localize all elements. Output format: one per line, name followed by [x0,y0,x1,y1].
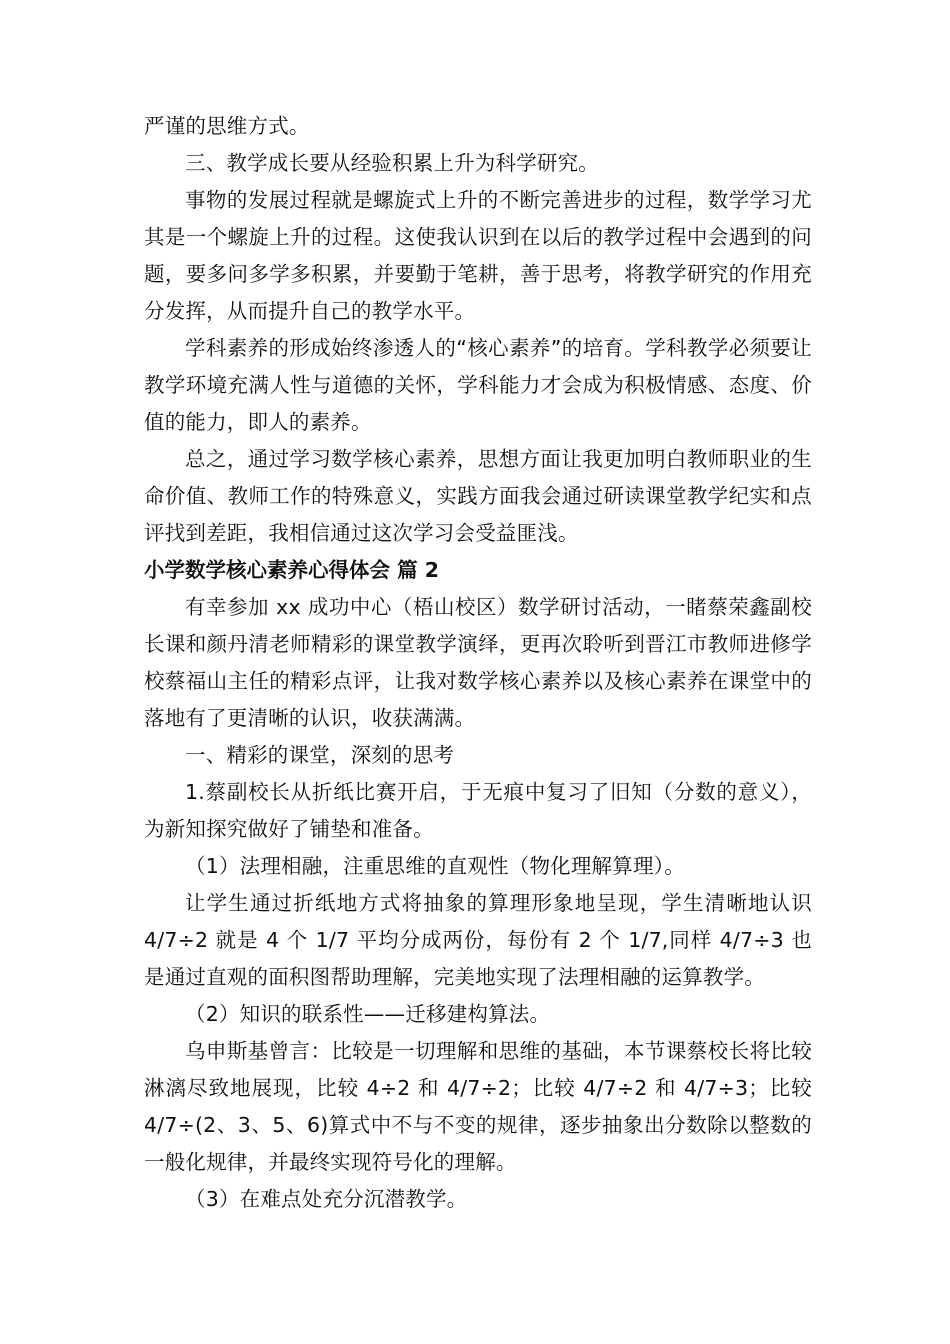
paragraph: 事物的发展过程就是螺旋式上升的不断完善进步的过程，数学学习尤其是一个螺旋上升的过程。这使我认识到在以后的教学过程中会遇到的问题，要多问多学多积累，并要勤于笔耕，善于思考，将教学研究的作用充分发挥，从而提升自己的教学水平。 [144,188,812,323]
document-page [144,108,812,1218]
paragraph: 让学生通过折纸地方式将抽象的算理形象地呈现，学生清晰地认识 4/7÷2 就是 4 个 1/7 平均分成两份，每份有 2 个 1/7,同样 4/7÷3 也是通过直观的面积图帮助理解，完美地实现了法理相融的运算教学。 [144,891,812,989]
paragraph: 三、教学成长要从经验积累上升为科学研究。 [185,151,599,175]
paragraph: 有幸参加 xx 成功中心（梧山校区）数学研讨活动，一睹蔡荣鑫副校长课和颜丹清老师精彩的课堂教学演绎，更再次聆听到晋江市教师进修学校蔡福山主任的精彩点评，让我对数学核心素养以及核心素养在课堂中的落地有了更清晰的认识，收获满满。 [144,595,812,730]
paragraph: 1.蔡副校长从折纸比赛开启，于无痕中复习了旧知（分数的意义），为新知探究做好了铺垫和准备。 [144,780,812,841]
paragraph: 乌申斯基曾言：比较是一切理解和思维的基础，本节课蔡校长将比较淋漓尽致地展现，比较 4÷2 和 4/7÷2；比较 4/7÷2 和 4/7÷3；比较 4/7÷(2、3、5、6)算式中不与不变的规律，逐步抽象出分数除以整数的一般化规律，并最终实现符号化的理解。 [144,1039,812,1174]
paragraph: （1）法理相融，注重思维的直观性（物化理解算理）。 [185,854,685,878]
paragraph: 学科素养的形成始终渗透人的“核心素养”的培育。学科教学必须要让教学环境充满人性与道德的关怀，学科能力才会成为积极情感、态度、价值的能力，即人的素养。 [144,336,812,434]
paragraph: （3）在难点处充分沉潜教学。 [185,1187,468,1211]
paragraph: 严谨的思维方式。 [144,114,310,138]
paragraph: （2）知识的联系性——迁移建构算法。 [185,1002,551,1026]
section-title: 小学数学核心素养心得体会 篇 2 [144,558,440,582]
paragraph: 总之，通过学习数学核心素养，思想方面让我更加明白教师职业的生命价值、教师工作的特殊意义，实践方面我会通过研读课堂教学纪实和点评找到差距，我相信通过这次学习会受益匪浅。 [144,447,812,545]
paragraph: 一、精彩的课堂，深刻的思考 [185,743,455,767]
